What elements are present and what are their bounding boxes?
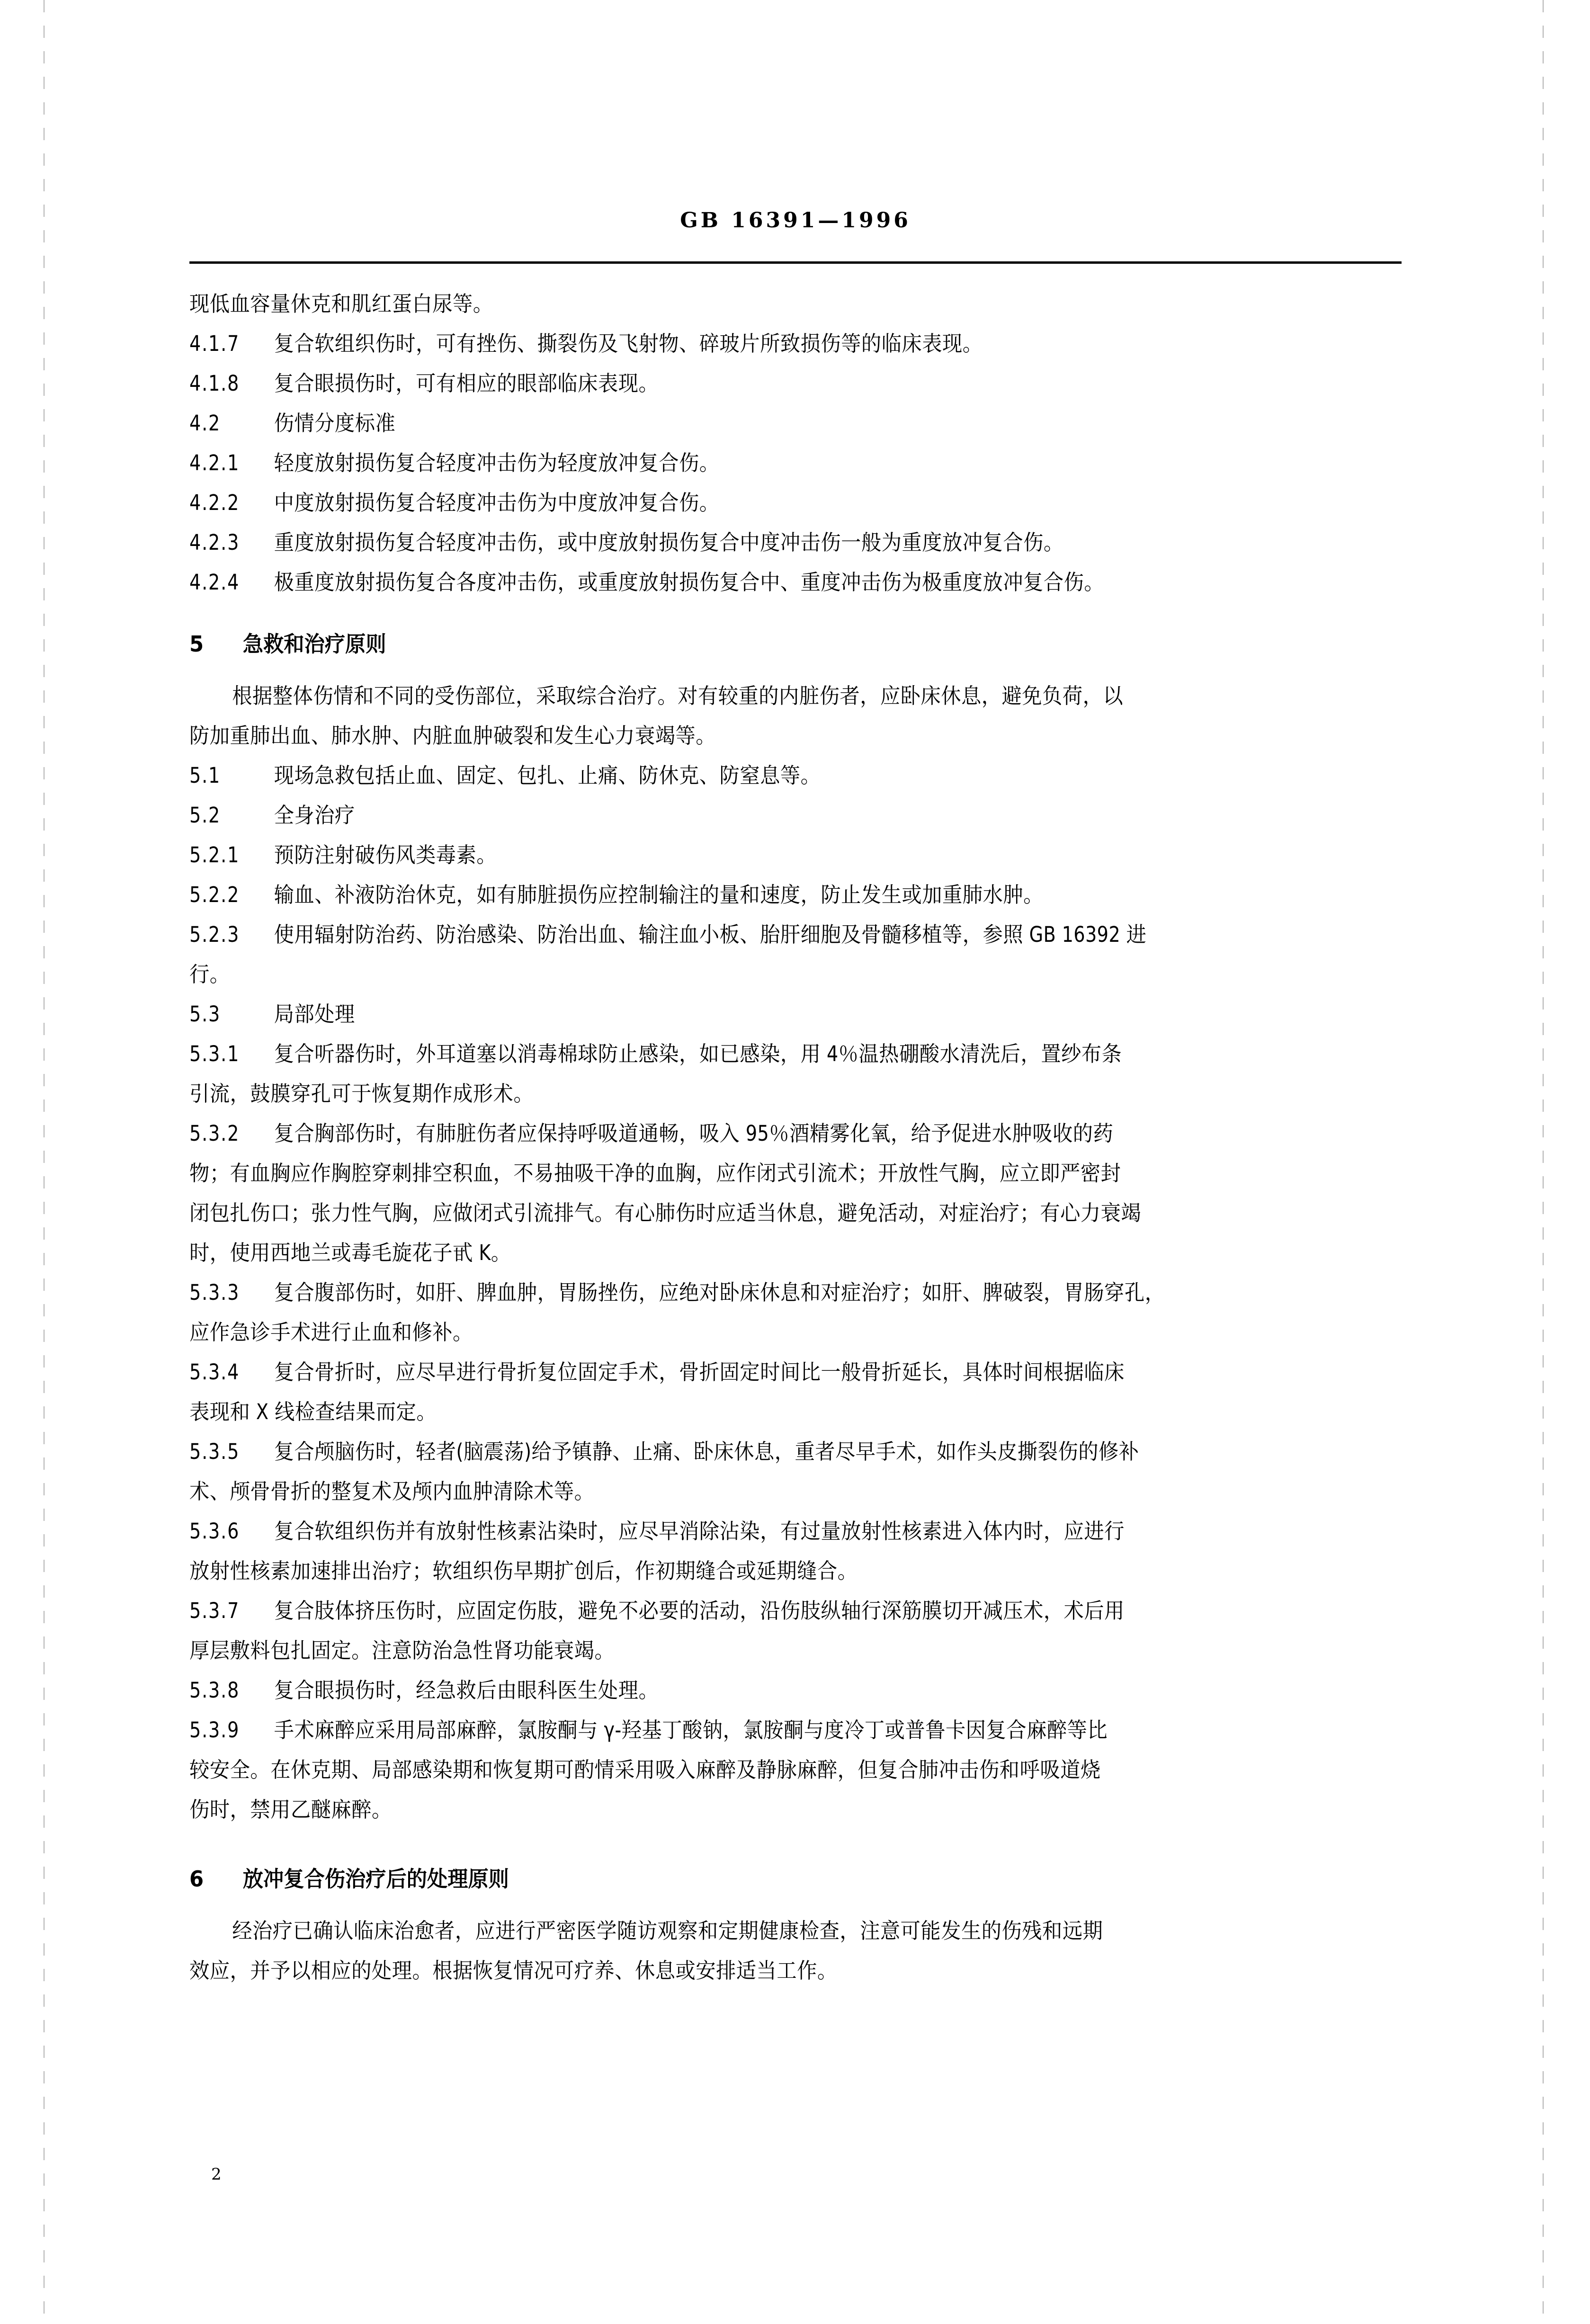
clause-text: 复合骨折时，应尽早进行骨折复位固定手术，骨折固定时间比一般骨折延长，具体时间根据临床 bbox=[274, 1359, 1125, 1385]
clause-5-3-9-cont-1: 较安全。在休克期、局部感染期和恢复期可酌情采用吸入麻醉及静脉麻醉，但复合肺冲击伤和呼吸道烧 bbox=[189, 1757, 1101, 1782]
section-5-intro-line-1: 根据整体伤情和不同的受伤部位，采取综合治疗。对有较重的内脏伤者，应卧床休息，避免负荷，以 bbox=[232, 683, 1124, 708]
clause-text: 复合眼损伤时，经急救后由眼科医生处理。 bbox=[274, 1678, 659, 1703]
body-text-column bbox=[189, 284, 1402, 1991]
clause-number: 4.2.1 bbox=[189, 450, 240, 475]
clause-number: 5.3.2 bbox=[189, 1121, 240, 1146]
clause-4-2-4 bbox=[189, 563, 1329, 602]
clause-group-4 bbox=[189, 284, 1402, 602]
clause-number: 5.3.1 bbox=[189, 1041, 240, 1066]
clause-number: 4.2 bbox=[189, 411, 221, 436]
clause-5-2-1 bbox=[189, 835, 1329, 875]
clause-number: 5.1 bbox=[189, 763, 221, 788]
clause-number: 5.2 bbox=[189, 803, 221, 828]
spacer bbox=[189, 602, 1402, 624]
clause-text: 复合肢体挤压伤时，应固定伤肢，避免不必要的活动，沿伤肢纵轴行深筋膜切开减压术，术后用 bbox=[274, 1598, 1125, 1623]
section-6-body-line-2: 效应，并予以相应的处理。根据恢复情况可疗养、休息或安排适当工作。 bbox=[189, 1958, 838, 1983]
clause-number: 5.3.3 bbox=[189, 1280, 240, 1305]
clause-text: 手术麻醉应采用局部麻醉，氯胺酮与 γ-羟基丁酸钠，氯胺酮与度冷丁或普鲁卡因复合麻醉等比 bbox=[274, 1717, 1108, 1743]
standard-number: GB 16391—1996 bbox=[680, 208, 911, 232]
spacer bbox=[189, 1899, 1402, 1911]
clause-text: 使用辐射防治药、防治感染、防治出血、输注血小板、胎肝细胞及骨髓移植等，参照 GB 16392 进 bbox=[274, 922, 1147, 947]
clause-5-3-3-cont: 应作急诊手术进行止血和修补。 bbox=[189, 1320, 473, 1345]
clause-number: 5.2.1 bbox=[189, 842, 240, 867]
clause-5-3-6-cont: 放射性核素加速排出治疗；软组织伤早期扩创后，作初期缝合或延期缝合。 bbox=[189, 1558, 858, 1583]
clause-5-3-9 bbox=[189, 1710, 1329, 1750]
clause-5-2 bbox=[189, 796, 1329, 835]
clause-5-3-4 bbox=[189, 1352, 1329, 1392]
clause-5-3-6 bbox=[189, 1511, 1329, 1551]
page-number: 2 bbox=[211, 2165, 222, 2184]
clause-text: 预防注射破伤风类毒素。 bbox=[274, 842, 497, 867]
clause-4-2-2 bbox=[189, 483, 1329, 523]
clause-5-3-1 bbox=[189, 1034, 1329, 1074]
clause-number: 5.3.5 bbox=[189, 1439, 240, 1464]
scan-edge-left-decoration bbox=[44, 0, 45, 2324]
clause-5-3-3 bbox=[189, 1273, 1329, 1313]
clause-number: 4.1.7 bbox=[189, 331, 240, 356]
clause-4-2-1 bbox=[189, 443, 1329, 483]
clause-5-2-3 bbox=[189, 915, 1329, 955]
clause-text: 局部处理 bbox=[274, 1001, 355, 1027]
clause-text: 中度放射损伤复合轻度冲击伤为中度放冲复合伤。 bbox=[274, 490, 720, 515]
clause-5-2-2 bbox=[189, 875, 1329, 915]
clause-text: 复合胸部伤时，有肺脏伤者应保持呼吸道通畅，吸入 95％酒精雾化氧，给予促进水肿吸收的药 bbox=[274, 1121, 1114, 1146]
clause-5-3-2-cont-1: 物；有血胸应作胸腔穿刺排空积血，不易抽吸干净的血胸，应作闭式引流术；开放性气胸，应立即严密封 bbox=[189, 1161, 1121, 1186]
clause-text: 输血、补液防治休克，如有肺脏损伤应控制输注的量和速度，防止发生或加重肺水肿。 bbox=[274, 882, 1044, 907]
clause-number: 5.3 bbox=[189, 1001, 221, 1027]
clause-5-3-8 bbox=[189, 1671, 1329, 1710]
clause-text: 复合颅脑伤时，轻者(脑震荡)给予镇静、止痛、卧床休息，重者尽早手术，如作头皮撕裂伤的修补 bbox=[274, 1439, 1139, 1464]
clause-5-1 bbox=[189, 756, 1329, 796]
clause-number: 5.3.4 bbox=[189, 1359, 240, 1385]
clause-5-3-7 bbox=[189, 1591, 1329, 1631]
clause-text: 复合听器伤时，外耳道塞以消毒棉球防止感染，如已感染，用 4％温热硼酸水清洗后，置纱布条 bbox=[274, 1041, 1122, 1066]
clause-text: 复合软组织伤并有放射性核素沾染时，应尽早消除沾染，有过量放射性核素进入体内时，应进行 bbox=[274, 1519, 1125, 1544]
section-5-intro-line-2: 防加重肺出血、肺水肿、内脏血肿破裂和发生心力衰竭等。 bbox=[189, 723, 716, 748]
clause-5-3-4-cont: 表现和 X 线检查结果而定。 bbox=[189, 1399, 437, 1424]
spacer bbox=[189, 664, 1402, 676]
clause-4-1-8 bbox=[189, 364, 1329, 403]
clause-5-3-9-cont-2: 伤时，禁用乙醚麻醉。 bbox=[189, 1797, 392, 1822]
clause-4-2 bbox=[189, 403, 1329, 443]
clause-text: 复合软组织伤时，可有挫伤、撕裂伤及飞射物、碎玻片所致损伤等的临床表现。 bbox=[274, 331, 983, 356]
section-6-heading bbox=[189, 1859, 1329, 1899]
clause-number: 4.2.2 bbox=[189, 490, 240, 515]
section-number: 5 bbox=[189, 631, 205, 657]
section-5-heading bbox=[189, 624, 1329, 664]
clause-text: 现场急救包括止血、固定、包扎、止痛、防休克、防窒息等。 bbox=[274, 763, 821, 788]
clause-text: 复合眼损伤时，可有相应的眼部临床表现。 bbox=[274, 371, 659, 396]
paragraph-line: 现低血容量休克和肌红蛋白尿等。 bbox=[189, 291, 493, 316]
clause-4-2-3 bbox=[189, 523, 1329, 563]
section-title: 放冲复合伤治疗后的处理原则 bbox=[242, 1866, 509, 1892]
clause-5-2-3-cont: 行。 bbox=[189, 962, 230, 987]
clause-number: 5.2.2 bbox=[189, 882, 240, 907]
section-title: 急救和治疗原则 bbox=[242, 631, 386, 657]
clause-number: 5.3.6 bbox=[189, 1519, 240, 1544]
section-number: 6 bbox=[189, 1866, 205, 1892]
spacer bbox=[189, 1830, 1402, 1859]
clause-5-3-5 bbox=[189, 1432, 1329, 1472]
clause-5-3 bbox=[189, 994, 1329, 1034]
clause-text: 重度放射损伤复合轻度冲击伤，或中度放射损伤复合中度冲击伤一般为重度放冲复合伤。 bbox=[274, 530, 1064, 555]
clause-5-3-2-cont-3: 时，使用西地兰或毒毛旋花子甙 K。 bbox=[189, 1240, 511, 1265]
clause-text: 轻度放射损伤复合轻度冲击伤为轻度放冲复合伤。 bbox=[274, 450, 720, 475]
section-6-body-line-1: 经治疗已确认临床治愈者，应进行严密医学随访观察和定期健康检查，注意可能发生的伤残和远期 bbox=[232, 1918, 1103, 1943]
page-header bbox=[189, 208, 1402, 232]
clause-number: 4.2.3 bbox=[189, 530, 240, 555]
clause-text: 伤情分度标准 bbox=[274, 411, 396, 436]
clause-5-3-5-cont: 术、颅骨骨折的整复术及颅内血肿清除术等。 bbox=[189, 1479, 595, 1504]
clause-4-1-7 bbox=[189, 324, 1329, 364]
clause-text: 全身治疗 bbox=[274, 803, 355, 828]
clause-number: 5.3.7 bbox=[189, 1598, 240, 1623]
clause-number: 5.2.3 bbox=[189, 922, 240, 947]
clause-5-3-7-cont: 厚层敷料包扎固定。注意防治急性肾功能衰竭。 bbox=[189, 1638, 615, 1663]
clause-number: 4.1.8 bbox=[189, 371, 240, 396]
clause-number: 5.3.9 bbox=[189, 1717, 240, 1743]
header-rule-divider bbox=[189, 261, 1402, 264]
clause-5-3-2 bbox=[189, 1114, 1329, 1153]
clause-text: 极重度放射损伤复合各度冲击伤，或重度放射损伤复合中、重度冲击伤为极重度放冲复合伤。 bbox=[274, 570, 1105, 595]
clause-number: 5.3.8 bbox=[189, 1678, 240, 1703]
clause-5-3-1-cont: 引流，鼓膜穿孔可于恢复期作成形术。 bbox=[189, 1081, 534, 1106]
clause-text: 复合腹部伤时，如肝、脾血肿，胃肠挫伤，应绝对卧床休息和对症治疗；如肝、脾破裂，胃肠穿孔， bbox=[274, 1280, 1165, 1305]
scan-edge-right-decoration bbox=[1543, 0, 1544, 2324]
clause-5-3-2-cont-2: 闭包扎伤口；张力性气胸，应做闭式引流排气。有心肺伤时应适当休息，避免活动，对症治疗；有心力衰竭 bbox=[189, 1200, 1142, 1225]
clause-number: 4.2.4 bbox=[189, 570, 240, 595]
